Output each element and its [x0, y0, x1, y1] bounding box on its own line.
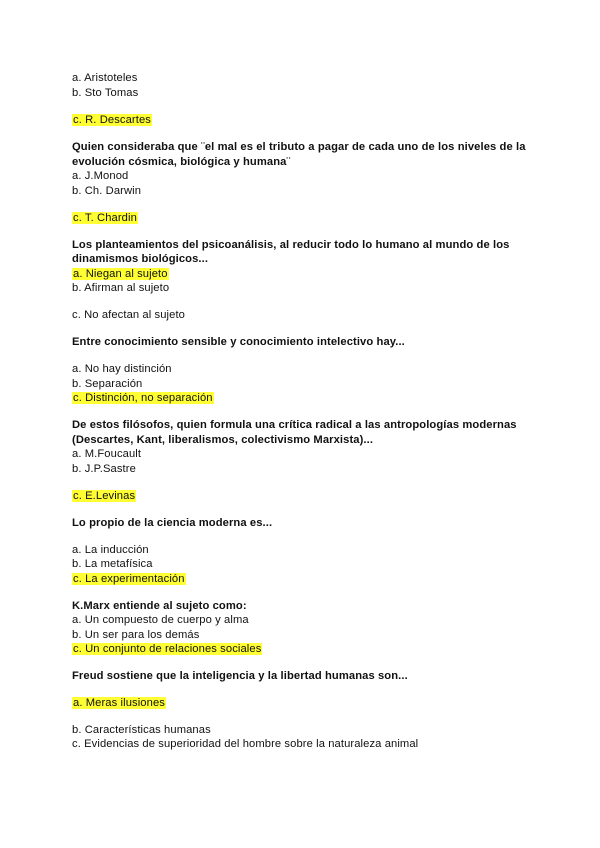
option-line: a. Aristoteles — [72, 72, 138, 84]
question-line: Lo propio de la ciencia moderna es... — [72, 517, 273, 529]
option-line: b. Afirman al sujeto — [72, 282, 170, 294]
option-line: a. La inducción — [72, 544, 149, 556]
option-line: c. No afectan al sujeto — [72, 309, 185, 321]
answer-highlight: c. R. Descartes — [73, 114, 151, 126]
answer-line — [72, 211, 138, 225]
answer-highlight: a. Meras ilusiones — [73, 697, 165, 709]
question-line: Quien consideraba que ¨el mal es el tributo a pagar de cada uno de los niveles de la — [72, 141, 526, 153]
question-line: Freud sostiene que la inteligencia y la libertad humanas son... — [72, 670, 408, 682]
question-line: Los planteamientos del psicoanálisis, al reducir todo lo humano al mundo de los — [72, 239, 510, 251]
question-line: evolución cósmica, biológica y humana¨ — [72, 156, 291, 168]
question-line: dinamismos biológicos... — [72, 253, 209, 265]
option-line: b. Sto Tomas — [72, 87, 139, 99]
option-line: b. Características humanas — [72, 724, 211, 736]
answer-line — [72, 489, 136, 503]
answer-line — [72, 572, 186, 586]
option-line: b. Separación — [72, 378, 143, 390]
option-line: a. No hay distinción — [72, 363, 172, 375]
question-line: De estos filósofos, quien formula una crítica radical a las antropologías modernas — [72, 419, 517, 431]
option-line: b. Ch. Darwin — [72, 185, 142, 197]
option-line: b. Un ser para los demás — [72, 629, 200, 641]
question-line: Entre conocimiento sensible y conocimiento intelectivo hay... — [72, 336, 405, 348]
answer-line — [72, 113, 152, 127]
answer-highlight: c. Distinción, no separación — [73, 392, 213, 404]
option-line: b. La metafísica — [72, 558, 153, 570]
option-line: a. Un compuesto de cuerpo y alma — [72, 614, 249, 626]
option-line: c. Evidencias de superioridad del hombre sobre la naturaleza animal — [72, 738, 419, 750]
answer-line — [72, 391, 214, 405]
answer-highlight: a. Niegan al sujeto — [73, 268, 168, 280]
answer-highlight: c. La experimentación — [73, 573, 185, 585]
option-line: a. J.Monod — [72, 170, 129, 182]
answer-highlight: c. Un conjunto de relaciones sociales — [73, 643, 262, 655]
answer-line — [72, 696, 166, 710]
question-line: (Descartes, Kant, liberalismos, colectivismo Marxista)... — [72, 434, 374, 446]
answer-highlight: c. T. Chardin — [73, 212, 137, 224]
option-line: b. J.P.Sastre — [72, 463, 136, 475]
question-line: K.Marx entiende al sujeto como: — [72, 600, 247, 612]
option-line: a. M.Foucault — [72, 448, 142, 460]
answer-highlight: c. E.Levinas — [73, 490, 136, 502]
answer-line — [72, 642, 262, 656]
answer-line — [72, 267, 169, 281]
